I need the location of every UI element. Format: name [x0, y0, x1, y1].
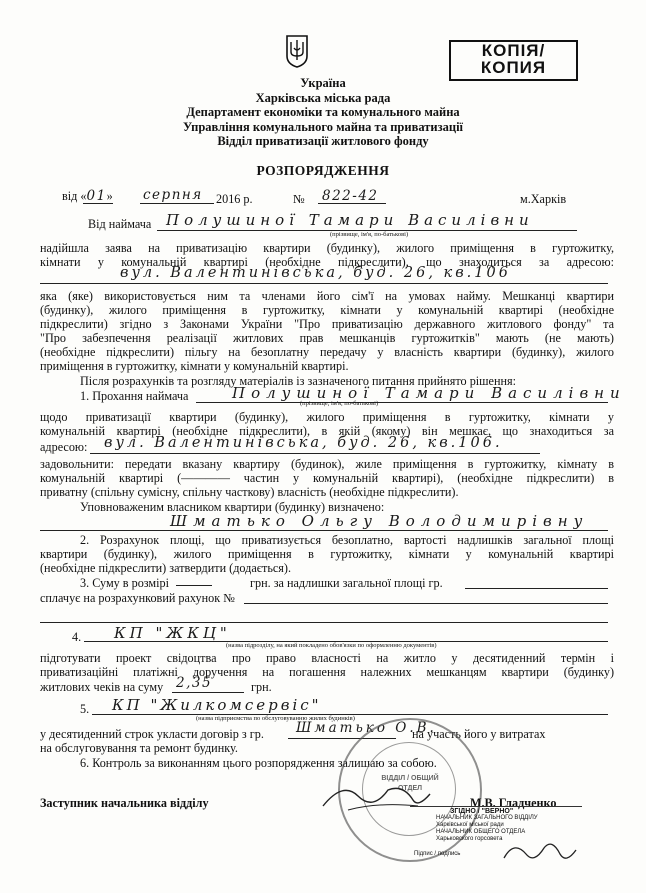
item6-text: 6. Контроль за виконанням цього розпорядження залишаю за собою.	[80, 756, 437, 770]
copy-stamp-line1: КОПІЯ/	[481, 41, 546, 60]
item5-person: Шматько О.В.	[296, 720, 437, 736]
body-line: яка (яке) використовується ним та членами його сім'ї на умовах найму. Мешканці квартири	[40, 289, 614, 303]
city: м.Харків	[520, 192, 567, 206]
item4-sum: 2,35	[176, 675, 213, 691]
certification-line-1: НАЧАЛЬНИК ЗАГАЛЬНОГО ВІДДІЛУ	[436, 815, 538, 821]
certification-line-3: НАЧАЛЬНИК ОБЩЕГО ОТДЕЛА	[436, 829, 526, 835]
coat-of-arms-icon	[285, 34, 309, 68]
date-year: 2016 р.	[216, 192, 253, 206]
address-2: вул. Валентинівська, буд. 26, кв.106.	[104, 435, 503, 451]
order-number: 822-42	[322, 188, 379, 204]
body-line: приватизаційні платіжні доручення на погашення належних мешканцям квартири (будинку)	[40, 665, 614, 679]
body-line: задовольнити: передати вказану квартиру (будинок), жиле приміщення в гуртожитку, кімнату в	[40, 457, 614, 471]
item3-account: сплачує на розрахунковий рахунок №	[40, 591, 235, 605]
body-line: 2. Розрахунок площі, що приватизується безоплатно, вартості надлишків загальної площі	[80, 533, 614, 547]
item4-currency: грн.	[251, 680, 272, 694]
body-line: комунальній квартирі (———— частин у комунальній квартирі), (необхідне підкреслити) в	[40, 471, 614, 485]
department: Департамент економіки та комунального майна	[186, 105, 460, 119]
applicant-label: Від наймача	[88, 217, 152, 231]
certification-sign-label: Підпис / подпись	[414, 851, 461, 857]
item3-text-b: грн. за надлишки загальної площі гр.	[250, 576, 443, 590]
copy-stamp	[449, 40, 578, 81]
item5-text-a: у десятиденний строк укласти договір з гр.	[40, 727, 264, 741]
country: Україна	[300, 76, 346, 90]
body-line: (необхідне підкреслити) затвердити (додається).	[40, 561, 292, 575]
date-day: 01	[86, 188, 107, 204]
management: Управління комунального майна та приватизації	[182, 119, 464, 134]
document-header	[0, 76, 646, 149]
body-line: надійшла заява на приватизацію квартири (будинку), жилого приміщення в гуртожитку,	[40, 241, 614, 255]
address-label: адресою:	[40, 440, 88, 454]
certification-title: ЗГІДНО / "ВЕРНО"	[450, 808, 514, 815]
division: Відділ приватизації житлового фонду	[217, 134, 429, 148]
item5-label: 5.	[80, 702, 90, 716]
item5-text-b: на участь його у витратах	[412, 727, 546, 741]
body-line: підкреслити) згідно з Законами України "Про приватизацію державного житлового фонду" та	[40, 317, 614, 331]
applicant-name: Полушиної Тамари Василівни	[166, 211, 534, 229]
item5-hint: (назва підприємства по обслуговуванню жилих будинків)	[196, 715, 355, 722]
body-line: кімнати у комунальній квартирі (необхідне підкреслити), що знаходиться за адресою:	[40, 255, 614, 269]
copy-stamp-line2: КОПИЯ	[480, 58, 547, 77]
item4-sum-label: житлових чеків на суму	[40, 680, 164, 694]
body-line: приміщення в гуртожитку, кімнати у комунальній квартирі.	[40, 359, 349, 373]
item4-label: 4.	[72, 630, 82, 644]
date-month: серпня	[143, 187, 203, 203]
certification-line-4: Харьковского горсовета	[436, 836, 503, 842]
body-line: щодо приватизації квартири (будинку), жилого приміщення в гуртожитку, кімнати у	[40, 410, 614, 424]
item4-hint: (назва підрозділу, на який покладено обов'язки по оформленню документів)	[226, 642, 437, 649]
item4-org: КП "ЖКЦ"	[114, 624, 231, 642]
date-close: »	[106, 189, 113, 203]
body-line: "Про забезпечення реалізації житлових прав мешканців гуртожитків" мають (не мають)	[40, 331, 614, 345]
body-line: комунальній квартирі (необхідне підкреслити), в якій (якому) він мешкає, що знаходиться за	[40, 424, 614, 438]
item1-hint: (прізвище, ім'я, по-батькові)	[300, 400, 379, 407]
seal-text: ВІДДІЛ / ОБЩИЙ ОТДЕЛ	[381, 775, 439, 792]
item1-name: Полушиної Тамари Василівни	[232, 384, 626, 402]
body-line: квартири (будинку), жилого приміщення в гуртожитку, кімнати у комунальній квартирі	[40, 547, 614, 561]
signature-name: М.В. Гладченко	[470, 796, 557, 810]
number-label: №	[293, 192, 305, 206]
body-line: приватну (спільну сумісну, спільну часткову) власність (необхідне підкреслити).	[40, 485, 459, 499]
certification-line-2: Харківської міської ради	[436, 822, 504, 828]
address-1: вул. Валентинівська, буд. 26, кв.106	[120, 265, 511, 281]
signature-position: Заступник начальника відділу	[40, 796, 209, 810]
item5-org: КП "Жилкомсервіс"	[112, 696, 322, 714]
item5-text-c: на обслуговування та ремонт будинку.	[40, 741, 238, 755]
body-line: (будинку), жилого приміщення в гуртожитку, кімнати у комунальній квартирі (необхідне	[40, 303, 614, 317]
certification-signature-mark	[500, 836, 580, 870]
council: Харківська міська рада	[255, 90, 391, 105]
item1-label: 1. Прохання наймача	[80, 389, 189, 403]
applicant-hint: (прізвище, ім'я, по-батькові)	[330, 231, 409, 238]
date-line	[62, 190, 113, 204]
document-title: РОЗПОРЯДЖЕННЯ	[256, 163, 390, 178]
item3-text-a: 3. Суму в розмірі	[80, 576, 170, 590]
body-line: підготувати проект свідоцтва про право власності на житло у десятиденний термін і	[40, 651, 614, 665]
body-line: (необхідне підкреслити) пільгу на безоплатну передачу у власність квартири (будинку), жилого	[40, 345, 614, 359]
body-line: Після розрахунків та розгляду матеріалів із зазначеного питання прийнято рішення:	[80, 374, 517, 388]
owner-name: Шматько Ольгу Володимирівну	[170, 512, 589, 530]
date-prefix: від «	[62, 189, 87, 203]
owner-label: Уповноваженим власником квартири (будинку) визначено:	[80, 500, 385, 514]
